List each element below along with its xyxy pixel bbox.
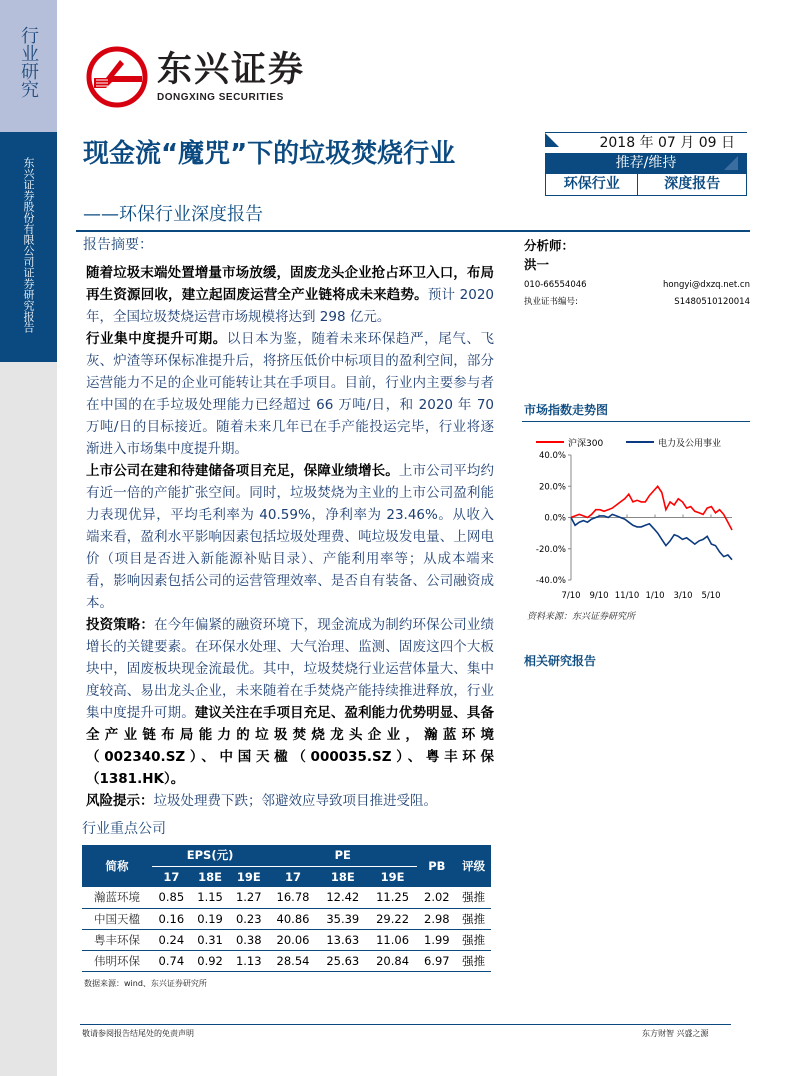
company-name: 粤丰环保 — [82, 929, 152, 950]
col-year: 17 — [152, 866, 191, 887]
table-cell: 0.85 — [152, 887, 191, 908]
analyst-email[interactable]: hongyi@dxzq.net.cn — [663, 280, 750, 290]
col-year: 18E — [191, 866, 230, 887]
summary-text: 在今年偏紧的融资环境下，现金流成为制约环保公司业绩增长的关键要素。在环保水处理、大气治理、监测、固废这四个大板块中，固废板块现金流最优。其中，垃圾焚烧行业运营体量大、集中度较高、易出龙头企业，未来随着在手焚烧产能持续推进释放，行业集中度提升可期。 — [86, 617, 495, 721]
summary-text: 预计 2020 年，全国垃圾焚烧运营市场规模将达到 298 亿元。 — [86, 287, 494, 325]
table-cell: 2.02 — [417, 887, 456, 908]
series-line-utilities — [571, 514, 732, 559]
divider — [522, 421, 750, 422]
company-name: 伟明环保 — [82, 950, 152, 971]
table-row — [82, 950, 491, 971]
col-year: 19E — [368, 866, 418, 887]
report-title: 现金流“魔咒”下的垃圾焚烧行业 — [83, 139, 456, 169]
summary-paragraph — [86, 262, 494, 328]
table-cell: 强推 — [456, 908, 491, 929]
sidebar-category — [0, 0, 57, 132]
table-cell: 0.38 — [229, 929, 268, 950]
summary-body — [86, 262, 494, 812]
table-cell: 11.25 — [368, 887, 418, 908]
x-tick-label: 9/10 — [589, 591, 609, 601]
table-cell: 0.24 — [152, 929, 191, 950]
table-cell: 强推 — [456, 887, 491, 908]
col-year: 18E — [318, 866, 368, 887]
table-cell: 0.74 — [152, 950, 191, 971]
summary-label: 报告摘要： — [83, 237, 153, 253]
y-tick-label: 0.0% — [544, 513, 566, 524]
brand-name-en: DONGXING SECURITIES — [157, 92, 284, 103]
report-subtitle: ——环保行业深度报告 — [83, 204, 263, 225]
table-cell: 28.54 — [268, 950, 318, 971]
table-cell: 40.86 — [268, 908, 318, 929]
y-tick-label: 20.0% — [538, 482, 566, 493]
sidebar-company-label: 东兴证券股份有限公司证券研究报告 — [22, 157, 35, 333]
x-tick-label: 3/10 — [673, 591, 693, 601]
analyst-name: 洪一 — [524, 257, 550, 272]
key-companies-table — [82, 845, 491, 972]
summary-lead: 行业集中度提升可期。 — [86, 331, 227, 347]
y-tick-label: -20.0% — [535, 544, 566, 555]
y-tick-label: 40.0% — [538, 451, 566, 461]
summary-lead: 风险提示： — [86, 793, 154, 809]
divider — [76, 230, 750, 232]
table-row — [82, 908, 491, 929]
summary-text: 以日本为鉴，随着未来环保趋严，尾气、飞灰、炉渣等环保标准提升后，将挤压低价中标项目的盈利空间，部分运营能力不足的企业可能转让其在手项目。目前，行业内主要参与者在中国的在手垃圾处理能力已经超过 66 万吨/日，和 2020 年 70 万吨/日的目标接近。随着未来几年已在手产能投运完毕，行业将逐渐进入市场集中度提升期。 — [86, 331, 495, 457]
table-cell: 1.15 — [191, 887, 230, 908]
sidebar-filler — [0, 362, 57, 1076]
analyst-phone: 010-66554046 — [524, 280, 587, 290]
table-cell: 16.78 — [268, 887, 318, 908]
table-cell: 0.23 — [229, 908, 268, 929]
table-cell: 0.19 — [191, 908, 230, 929]
report-date-text: 2018 年 07 月 09 日 — [599, 135, 735, 151]
table-cell: 强推 — [456, 929, 491, 950]
x-tick-label: 7/10 — [561, 591, 581, 601]
legend-label-utilities: 电力及公用事业 — [658, 439, 722, 449]
col-pb: PB — [417, 845, 456, 887]
table-row — [82, 929, 491, 950]
table-cell: 0.31 — [191, 929, 230, 950]
summary-paragraph — [86, 614, 494, 790]
legend-label-hs300: 沪深300 — [568, 439, 604, 449]
analyst-info — [524, 236, 750, 308]
analyst-label: 分析师： — [524, 238, 575, 253]
table-cell: 35.39 — [318, 908, 368, 929]
col-name: 简称 — [82, 845, 152, 887]
table-cell: 1.13 — [229, 950, 268, 971]
summary-paragraph — [86, 790, 494, 812]
cert-number: S1480510120014 — [674, 297, 750, 307]
series-line-hs300 — [571, 486, 732, 530]
table-cell: 强推 — [456, 950, 491, 971]
summary-lead: 投资策略： — [86, 617, 155, 633]
cert-label: 执业证书编号: — [524, 297, 578, 307]
table-cell: 12.42 — [318, 887, 368, 908]
rating-text: 推荐/维持 — [615, 155, 677, 171]
rating-badge — [545, 153, 747, 174]
company-name: 瀚蓝环境 — [82, 887, 152, 908]
summary-text: 垃圾处理费下跌；邻避效应导致项目推进受阻。 — [153, 793, 437, 809]
summary-text: 上市公司平均约有近一倍的产能扩张空间。同时，垃圾焚烧为主业的上市公司盈利能力表现优异，平均毛利率为 40.59%，净利率为 23.46%。从收入端来看，盈利水平影响因素包括垃圾处理费、吨垃圾发电量、上网电价（项目是否进入新能源补贴目录）、产能利用率等；从成本端来看，影响因素包括公司的运营管理效率、是否自有装备、公司融资成本。 — [86, 463, 495, 611]
table-cell: 6.97 — [417, 950, 456, 971]
report-info-box — [545, 132, 747, 196]
corner-triangle-icon — [724, 156, 738, 170]
table-cell: 0.92 — [191, 950, 230, 971]
summary-recommendation: 建议关注在手项目充足、盈利能力优势明显、具备全产业链布局能力的垃圾焚烧龙头企业，瀚蓝环境（002340.SZ）、中国天楹（000035.SZ）、粤丰环保（1381.HK）。 — [86, 705, 494, 787]
table-cell: 11.06 — [368, 929, 418, 950]
market-index-chart — [522, 428, 750, 608]
table-cell: 25.63 — [318, 950, 368, 971]
industry-label: 环保行业 — [546, 174, 638, 195]
table-cell: 29.22 — [368, 908, 418, 929]
x-tick-label: 11/10 — [614, 591, 640, 601]
col-rating: 评级 — [456, 845, 491, 887]
dongxing-logo-icon — [84, 44, 150, 110]
y-tick-label: -40.0% — [535, 576, 566, 586]
table-row — [82, 887, 491, 908]
chart-source: 资料来源：东兴证券研究所 — [527, 612, 636, 622]
table-title: 行业重点公司 — [82, 821, 166, 837]
table-cell: 2.98 — [417, 908, 456, 929]
table-cell: 20.84 — [368, 950, 418, 971]
col-eps: EPS(元) — [152, 845, 268, 866]
brand-name: 东兴证券 — [157, 50, 306, 90]
footer-slogan: 东方财智 兴盛之源 — [642, 1029, 709, 1038]
corner-triangle-icon — [545, 133, 559, 147]
related-reports-title: 相关研究报告 — [524, 654, 597, 668]
col-pe: PE — [268, 845, 417, 866]
report-type-label: 深度报告 — [664, 176, 721, 192]
sidebar-company — [0, 132, 57, 362]
col-year: 17 — [268, 866, 318, 887]
footer-divider — [80, 1024, 731, 1025]
summary-lead: 随着垃圾末端处置增量市场放缓，固废龙头企业抢占环卫入口，布局再生资源回收，建立起固废运营全产业链将成未来趋势。 — [86, 265, 494, 303]
table-cell: 1.99 — [417, 929, 456, 950]
report-date — [545, 132, 747, 153]
col-year: 19E — [229, 866, 268, 887]
table-cell: 20.06 — [268, 929, 318, 950]
summary-lead: 上市公司在建和待建储备项目充足，保障业绩增长。 — [86, 463, 399, 479]
x-tick-label: 5/10 — [701, 591, 721, 601]
summary-paragraph — [86, 460, 494, 614]
sidebar-category-label: 行业研究 — [18, 26, 39, 98]
table-cell: 1.27 — [229, 887, 268, 908]
table-cell: 0.16 — [152, 908, 191, 929]
footer-disclaimer: 敬请参阅报告结尾处的免责声明 — [82, 1029, 194, 1038]
company-name: 中国天楹 — [82, 908, 152, 929]
table-cell: 13.63 — [318, 929, 368, 950]
x-tick-label: 1/10 — [645, 591, 665, 601]
summary-paragraph — [86, 328, 494, 460]
chart-title: 市场指数走势图 — [524, 403, 609, 417]
table-source: 数据来源：wind、东兴证券研究所 — [84, 979, 207, 988]
